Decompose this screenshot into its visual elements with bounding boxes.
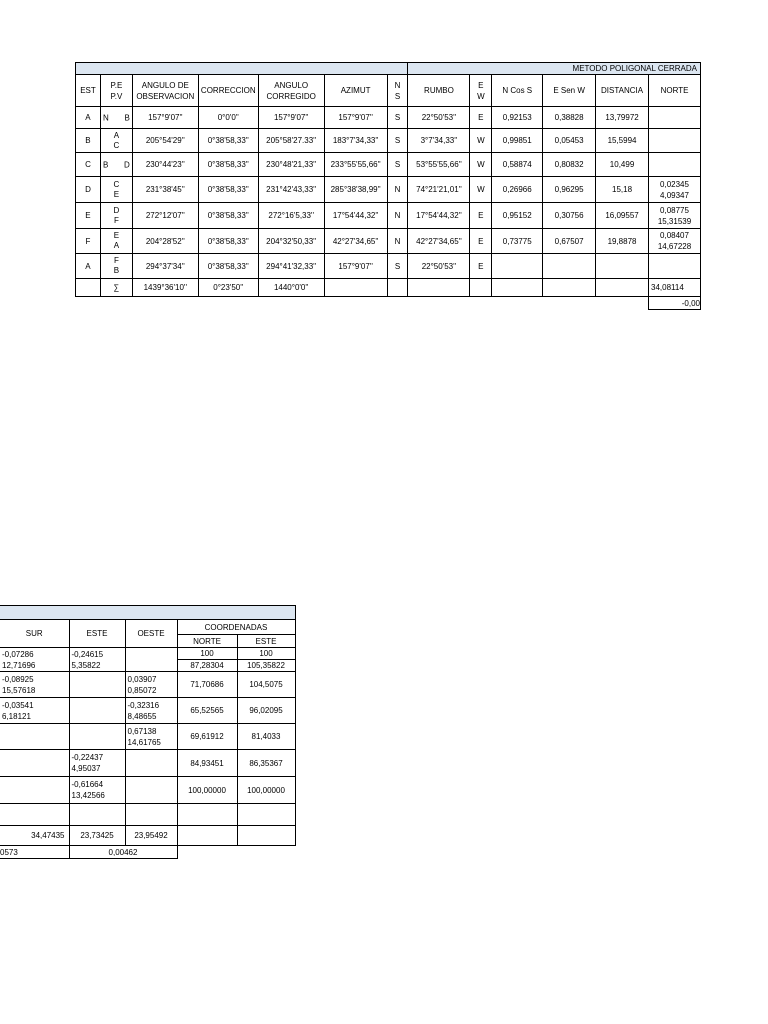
coordenadas-table: [0, 605, 296, 859]
cell-azimut: 42°27'34,65'': [324, 229, 387, 254]
header-angulo-observacion: ANGULO DE OBSERVACION: [132, 75, 198, 107]
t2-header-este2: ESTE: [237, 635, 295, 648]
cell-est: E: [76, 203, 101, 229]
cell-azimut: 157°9'07'': [324, 254, 387, 279]
totals-distancia: [596, 279, 649, 297]
cell-ncos: 0,92153: [492, 107, 543, 129]
header-row: [76, 75, 701, 107]
cell-coord-norte: 100,00000: [177, 777, 237, 804]
poligonal-row: [76, 153, 701, 177]
cell-ns: S: [387, 254, 408, 279]
cell-este: [69, 804, 125, 826]
cell-angulo-observacion: 157°9'07'': [132, 107, 198, 129]
cell-angulo-corregido: 157°9'07'': [258, 107, 324, 129]
cell-coord-norte: 84,93451: [177, 750, 237, 777]
cell-oeste: [125, 777, 177, 804]
cell-angulo-corregido: 294°41'32,33'': [258, 254, 324, 279]
coordenadas-row: [0, 777, 295, 804]
t2-below-sur: 0573: [0, 846, 69, 859]
cell-est: F: [76, 229, 101, 254]
header-distancia: DISTANCIA: [596, 75, 649, 107]
t2-header-row-1: [0, 620, 295, 635]
t2-header-sur: SUR: [0, 620, 69, 648]
header-azimut: AZIMUT: [324, 75, 387, 107]
cell-ns: S: [387, 107, 408, 129]
cell-distancia: 10,499: [596, 153, 649, 177]
cell-ncos: 0,99851: [492, 129, 543, 153]
cell-coord-norte: 71,70686: [177, 672, 237, 698]
cell-distancia: 19,8878: [596, 229, 649, 254]
totals-row: [76, 279, 701, 297]
header-correccion: CORRECCION: [198, 75, 258, 107]
cell-rumbo: 53°55'55,66'': [408, 153, 470, 177]
table2-body: [0, 648, 295, 826]
cell-este: [69, 724, 125, 750]
cell-coord-este: 86,35367: [237, 750, 295, 777]
t2-title-band: [0, 606, 295, 620]
cell-norte: 0,08775 15,31539: [649, 203, 701, 229]
cell-ncos: 0,73775: [492, 229, 543, 254]
cell-azimut: 17°54'44,32'': [324, 203, 387, 229]
cell-coord-este: 100: [237, 648, 295, 660]
table1-clip: [0, 0, 701, 330]
totals-est: [76, 279, 101, 297]
t2-header-este: ESTE: [69, 620, 125, 648]
cell-angulo-corregido: 272°16'5,33'': [258, 203, 324, 229]
cell-est: C: [76, 153, 101, 177]
cell-azimut: 233°55'55,66'': [324, 153, 387, 177]
coordenadas-row: [0, 750, 295, 777]
cell-este: [69, 672, 125, 698]
poligonal-row: [76, 129, 701, 153]
cell-correccion: 0°38'58,33'': [198, 229, 258, 254]
cell-norte: 0,08407 14,67228: [649, 229, 701, 254]
cell-distancia: [596, 254, 649, 279]
cell-correccion: 0°38'58,33'': [198, 254, 258, 279]
cell-esen: 0,96295: [543, 177, 596, 203]
cell-norte: [649, 129, 701, 153]
cell-coord-este: 96,02095: [237, 698, 295, 724]
cell-ew: E: [470, 203, 492, 229]
cell-esen: 0,38828: [543, 107, 596, 129]
cell-distancia: 13,79972: [596, 107, 649, 129]
coordenadas-row: [0, 698, 295, 724]
below-row: [76, 297, 701, 310]
cell-sur: [0, 804, 69, 826]
cell-sur: [0, 777, 69, 804]
cell-azimut: 157°9'07'': [324, 107, 387, 129]
header-norte: NORTE: [649, 75, 701, 107]
header-esen: E Sen W: [543, 75, 596, 107]
cell-ns: S: [387, 153, 408, 177]
coordenadas-row: [0, 648, 295, 660]
totals-corregido: 1440°0'0'': [258, 279, 324, 297]
cell-ncos: 0,26966: [492, 177, 543, 203]
header-ncos: N Cos S: [492, 75, 543, 107]
cell-ew: E: [470, 229, 492, 254]
cell-ns: N: [387, 229, 408, 254]
cell-oeste: [125, 804, 177, 826]
cell-esen: 0,30756: [543, 203, 596, 229]
totals-norte: 34,08114: [649, 279, 701, 297]
poligonal-row: [76, 177, 701, 203]
header-est: EST: [76, 75, 101, 107]
totals-angulo: 1439°36'10'': [132, 279, 198, 297]
cell-rumbo: 22°50'53'': [408, 254, 470, 279]
totals-esen: [543, 279, 596, 297]
title-band: [76, 63, 701, 75]
cell-distancia: 16,09557: [596, 203, 649, 229]
cell-azimut: 183°7'34,33'': [324, 129, 387, 153]
cell-coord-norte: 87,28304: [177, 660, 237, 672]
cell-ncos: 0,58874: [492, 153, 543, 177]
totals-ns: [387, 279, 408, 297]
header-ns: N S: [387, 75, 408, 107]
cell-pe: C E: [100, 177, 132, 203]
title-band-left: [76, 63, 408, 75]
cell-coord-este: 100,00000: [237, 777, 295, 804]
cell-angulo-observacion: 204°28'52'': [132, 229, 198, 254]
cell-angulo-corregido: 231°42'43,33'': [258, 177, 324, 203]
t2-header-norte: NORTE: [177, 635, 237, 648]
cell-oeste: -0,32316 8,48655: [125, 698, 177, 724]
cell-pe: N B: [100, 107, 132, 129]
t2-totals-este2: [237, 826, 295, 846]
t2-below-row: [0, 846, 295, 859]
t2-header-oeste: OESTE: [125, 620, 177, 648]
below-spacer: [76, 297, 649, 310]
header-rumbo: RUMBO: [408, 75, 470, 107]
cell-coord-norte: 65,52565: [177, 698, 237, 724]
cell-esen: 0,80832: [543, 153, 596, 177]
cell-ncos: [492, 254, 543, 279]
totals-rumbo: [408, 279, 470, 297]
cell-correccion: 0°0'0'': [198, 107, 258, 129]
cell-coord-norte: 69,61912: [177, 724, 237, 750]
cell-angulo-observacion: 272°12'07'': [132, 203, 198, 229]
poligonal-table: [75, 62, 701, 310]
cell-esen: 0,05453: [543, 129, 596, 153]
cell-sur: -0,03541 6,18121: [0, 698, 69, 724]
table-title: METODO POLIGONAL CERRADA: [408, 63, 701, 75]
cell-est: D: [76, 177, 101, 203]
cell-sur: [0, 750, 69, 777]
totals-ncos: [492, 279, 543, 297]
cell-angulo-observacion: 231°38'45'': [132, 177, 198, 203]
t2-totals-oeste: 23,95492: [125, 826, 177, 846]
cell-sur: -0,07286 12,71696: [0, 648, 69, 672]
t2-totals-norte: [177, 826, 237, 846]
cell-oeste: [125, 750, 177, 777]
poligonal-row: [76, 254, 701, 279]
cell-coord-norte: [177, 804, 237, 826]
cell-este: -0,22437 4,95037: [69, 750, 125, 777]
totals-sigma: ∑: [100, 279, 132, 297]
header-ew: E W: [470, 75, 492, 107]
poligonal-row: [76, 107, 701, 129]
cell-correccion: 0°38'58,33'': [198, 129, 258, 153]
cell-correccion: 0°38'58,33'': [198, 177, 258, 203]
cell-norte: [649, 107, 701, 129]
totals-ew: [470, 279, 492, 297]
coordenadas-row: [0, 672, 295, 698]
cell-coord-este: 104,5075: [237, 672, 295, 698]
poligonal-row: [76, 203, 701, 229]
cell-est: B: [76, 129, 101, 153]
cell-ns: N: [387, 177, 408, 203]
cell-ns: S: [387, 129, 408, 153]
cell-angulo-observacion: 230°44'23'': [132, 153, 198, 177]
cell-coord-este: [237, 804, 295, 826]
coordenadas-row: [0, 724, 295, 750]
cell-oeste: [125, 648, 177, 672]
cell-ns: N: [387, 203, 408, 229]
cell-rumbo: 74°21'21,01'': [408, 177, 470, 203]
cell-pe: B D: [100, 153, 132, 177]
cell-coord-norte: 100: [177, 648, 237, 660]
cell-correccion: 0°38'58,33'': [198, 203, 258, 229]
cell-rumbo: 3°7'34,33'': [408, 129, 470, 153]
cell-angulo-corregido: 205°58'27.33'': [258, 129, 324, 153]
cell-ew: W: [470, 129, 492, 153]
cell-ew: W: [470, 153, 492, 177]
t2-totals-sur: 34,47435: [0, 826, 69, 846]
totals-azimut: [324, 279, 387, 297]
t2-below-spacer: [177, 846, 295, 859]
cell-ew: W: [470, 177, 492, 203]
cell-correccion: 0°38'58,33'': [198, 153, 258, 177]
cell-angulo-observacion: 294°37'34'': [132, 254, 198, 279]
cell-ew: E: [470, 254, 492, 279]
header-angulo-corregido: ANGULO CORREGIDO: [258, 75, 324, 107]
cell-rumbo: 42°27'34,65'': [408, 229, 470, 254]
poligonal-row: [76, 229, 701, 254]
t2-header-coordenadas: COORDENADAS: [177, 620, 295, 635]
cell-norte: [649, 153, 701, 177]
cell-oeste: 0,03907 0,85072: [125, 672, 177, 698]
cell-angulo-corregido: 230°48'21,33'': [258, 153, 324, 177]
cell-pe: A C: [100, 129, 132, 153]
cell-azimut: 285°38'38,99'': [324, 177, 387, 203]
cell-este: [69, 698, 125, 724]
table1-body: [76, 107, 701, 279]
cell-rumbo: 22°50'53'': [408, 107, 470, 129]
t2-totals-este: 23,73425: [69, 826, 125, 846]
cell-distancia: 15,5994: [596, 129, 649, 153]
cell-esen: 0,67507: [543, 229, 596, 254]
cell-pe: F B: [100, 254, 132, 279]
t2-below-este: 0,00462: [69, 846, 177, 859]
cell-sur: [0, 724, 69, 750]
cell-norte: 0,02345 4,09347: [649, 177, 701, 203]
cell-pe: D F: [100, 203, 132, 229]
t2-band: [0, 606, 295, 620]
totals-correccion: 0°23'50'': [198, 279, 258, 297]
coordenadas-row: [0, 804, 295, 826]
header-pe: P.E P.V: [100, 75, 132, 107]
cell-coord-este: 105,35822: [237, 660, 295, 672]
cell-ew: E: [470, 107, 492, 129]
cell-este: -0,61664 13,42566: [69, 777, 125, 804]
cell-angulo-corregido: 204°32'50,33'': [258, 229, 324, 254]
cell-norte: [649, 254, 701, 279]
t2-totals-row: [0, 826, 295, 846]
cell-coord-este: 81,4033: [237, 724, 295, 750]
cell-oeste: 0,67138 14,61765: [125, 724, 177, 750]
cell-distancia: 15,18: [596, 177, 649, 203]
cell-est: A: [76, 254, 101, 279]
cell-este: -0,24615 5,35822: [69, 648, 125, 672]
cell-est: A: [76, 107, 101, 129]
cell-angulo-observacion: 205°54'29'': [132, 129, 198, 153]
cell-rumbo: 17°54'44,32'': [408, 203, 470, 229]
cell-esen: [543, 254, 596, 279]
cell-ncos: 0,95152: [492, 203, 543, 229]
below-norte: -0,00: [649, 297, 701, 310]
cell-sur: -0,08925 15,57618: [0, 672, 69, 698]
cell-pe: E A: [100, 229, 132, 254]
